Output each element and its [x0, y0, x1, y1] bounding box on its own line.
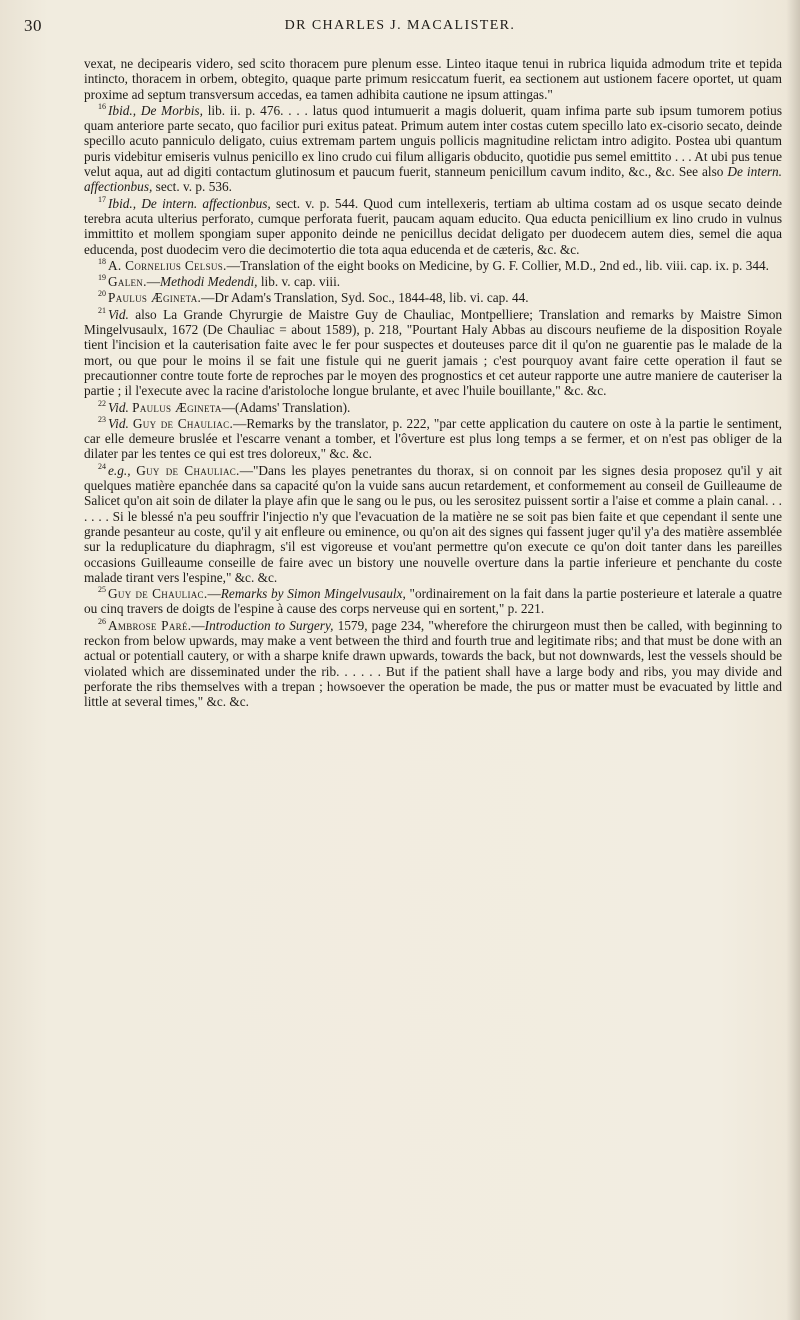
author-name: A. Cornelius Celsus.: [108, 257, 227, 273]
author-name: Galen.: [108, 274, 147, 290]
footnote-number: 21: [98, 305, 106, 315]
author-name: Guy de Chauliac.: [108, 586, 208, 602]
footnote-text: —: [207, 586, 221, 602]
footnote-number: 17: [98, 194, 106, 204]
footnote-20: [84, 290, 782, 305]
footnote-text: "ordinairement on la fait dans la partie posterieure et laterale a quatre ou cinq travers de doigts de l'espine à cause des corps nerveuse qui en sortent," p. 221.: [84, 586, 782, 617]
italic-text: e.g.,: [108, 462, 131, 478]
page-header: [0, 16, 800, 46]
italic-text: Remarks by Simon Mingelvusaulx,: [220, 586, 406, 602]
author-name: Ambrose Paré.: [108, 617, 192, 633]
running-head: DR CHARLES J. MACALISTER.: [284, 18, 516, 33]
footnote-text: —(Adams' Translation).: [221, 399, 351, 415]
italic-text: Ibid., De Morbis,: [108, 102, 203, 118]
footnote-text: 1579, page 234, "wherefore the chirurgeon must then be called, with beginning to reckon from below upwards, may make a vent between the third and fourth true and legitimate ribs; and that must be done with an actual or potentiall cautery, or with a sharpe knife drawn upwards, towards the back, but not downwards, lest the vessels should be violated which are disseminated under the rib. . . . . . But if the patient shall have a large body and ribs, you may divide and perforate the ribs themselves with a trepan ; howsoever the operation be made, the pus or matter must be evacuated by little and little at several times," &c. &c.: [84, 617, 783, 710]
footnote-number: 23: [98, 414, 106, 424]
footnote-text: sect. v. p. 536.: [152, 179, 232, 195]
footnote-text: lib. ii. p. 476. . . . latus quod intumuerit a magis doluerit, quam infima parte sub ipsum tumorem potius quam anteriore parte secato, quo facilior puri exitus pateat. Primum autem inter costas cutem specillo lato ex-cisorio secato, deinde specillo acuto panniculo deligato, cuius extremam partem unguis pollicis magnitudine relictam intro adigito. Postea ubi quantum puris videbitur emiseris vulnus penicillo ex lino crudo cui filum alligaris obducito, quotidie pus semel emittito . . . At ubi pus tenue velut aqua, aut ad digiti contactum glutinosum et paucum fuerit, stanneum penicillum cavum indito, &c., &c. See also: [84, 102, 782, 180]
footnote-text: vexat, ne decipearis videro, sed scito thoracem pure plenum esse. Linteo itaque tenui in rubrica liquida admodum trite et tepida intincto, thoracem in orbem, obtegito, quaque parte primum resiccatum fuerit, ea sectionem aut ustionem facere oportet, ut quam proxime ad septum transversum accedas, ea tamen adhibita cautione ne ipsum attingas.": [84, 56, 782, 102]
footnote-number: 20: [98, 289, 106, 299]
author-name: Paulus Ægineta: [132, 399, 222, 415]
footnote-number: 24: [98, 461, 106, 471]
footnote-number: 25: [98, 585, 106, 595]
footnote-21: [84, 307, 782, 399]
author-name: Guy de Chauliac.: [132, 415, 234, 431]
italic-text: Introduction to Surgery,: [204, 617, 334, 633]
page-number: 30: [24, 16, 42, 35]
footnote-22: [84, 400, 782, 415]
footnote-16: [84, 103, 782, 195]
footnote-24: [84, 463, 782, 585]
footnote-text: —Remarks by the translator, p. 222, "par cette application du cautere on oste à la partie le sentiment, car elle demeure bruslée et l'escarre venant a tomber, et l'ôverture est plus long temps a se fermer, et on n'est pas obliger de la dilater par les tentes ce qui est tres doloreux," &c. &c.: [84, 415, 782, 462]
italic-text: Vid.: [108, 415, 129, 431]
footnote-number: 18: [98, 256, 106, 266]
footnote-19: [84, 274, 782, 289]
footnote-18: [84, 258, 782, 273]
italic-text: Methodi Medendi,: [160, 274, 258, 290]
footnote-number: 16: [98, 101, 106, 111]
footnote-number: 19: [98, 273, 106, 283]
italic-text: Vid.: [108, 306, 129, 322]
footnote-text: —Dr Adam's Translation, Syd. Soc., 1844-48, lib. vi. cap. 44.: [201, 290, 529, 306]
footnote-25: [84, 586, 782, 617]
footnote-text: —: [191, 617, 205, 633]
footnote-23: [84, 416, 782, 462]
footnote-text: —: [146, 274, 161, 290]
italic-text: Vid.: [108, 399, 129, 415]
footnote-continuation: [84, 56, 782, 102]
footnote-text: —"Dans les playes penetrantes du thorax, si on connoit par les signes desia proposez qu'il y ait quelques matière epanchée dans sa capacité qu'on la vuide sans aucun retardement, et conformement au conseil de Guilleaume de Salicet qu'on ait soin de dilater la playe afin que le sang ou le pus, ou les serositez puissent sortir a l'aise et comme a plain canal. . . . . . . Si le blessé n'a peu souffrir l'injectio n'y que l'evacuation de la matière ne se soit pas bien faite et que cependant il sente une grande pesanteur au coste, qu'il y ait enfleure ou eminence, ou qu'on ait des signes qui fassent juger qu'il y'a des matière assemblée sur la reduplicature du diaphragm, s'il est vigoreuse et vou'ant permettre qu'on execute ce qu'on doit tanter dans les pareilles occasions Guilleaume conseille de faire avec un bistory une nouvelle overture dans la partie inferieure et penchante du coste malade tirant vers l'espine," &c. &c.: [84, 462, 782, 585]
italic-text: De intern. affectionbus,: [84, 164, 783, 195]
footnote-number: 26: [98, 616, 106, 626]
footnote-number: 22: [98, 398, 106, 408]
page-edge-shadow: [786, 0, 800, 1320]
footnote-26: [84, 618, 782, 710]
italic-text: Ibid., De intern. affectionbus,: [108, 195, 271, 211]
footnote-text: lib. v. cap. viii.: [257, 274, 341, 290]
footnote-17: [84, 196, 782, 257]
footnote-text: sect. v. p. 544. Quod cum intellexeris, tertiam ab ultima costam ad os usque secato deinde terebra acuta ulterius perforato, cumque perforata fuerit, paucam aquam educito. Qua educta penicillium ex lino crudo in vulnus immittito et mollem spongiam super apponito deinde ne penicillus decidat deligato per duodecem autem dies, semel die aqua educenda, post duodecim vero die decimotertio die tota aqua educenda et de cæteris, &c. &c.: [84, 195, 782, 257]
footnote-text: also La Grande Chyrurgie de Maistre Guy de Chauliac, Montpelliere; Translation and remarks by Maistre Simon Mingelvusaulx, 1672 (De Chauliac = about 1589), p. 218, "Pourtant Haly Abbas au discours neufieme de la disposition Royale tient l'incision et la cauterisation faite avec le fer pour suspectes et douteuses parce dit il qu'on ne guarentie pas le malade de la mort, ou que pour le moins il se fait une fistule qui ne guerit jamais ; c'est pourquoy avant faire cette operation il faut se precautionner contre toute forte de reproches par le moyen des prognostics et cet auteur rapporte une autre maniere de cauteriser la partie ; il l'execute avec la racine d'aristoloche longue brulante, et avec l'huile bouillante," &c. &c.: [84, 306, 782, 399]
author-name: Paulus Ægineta.: [108, 290, 202, 306]
footnotes-section: [84, 56, 782, 710]
author-name: Guy de Chauliac.: [136, 462, 240, 478]
footnote-text: —Translation of the eight books on Medicine, by G. F. Collier, M.D., 2nd ed., lib. viii. cap. ix. p. 344.: [226, 257, 769, 273]
